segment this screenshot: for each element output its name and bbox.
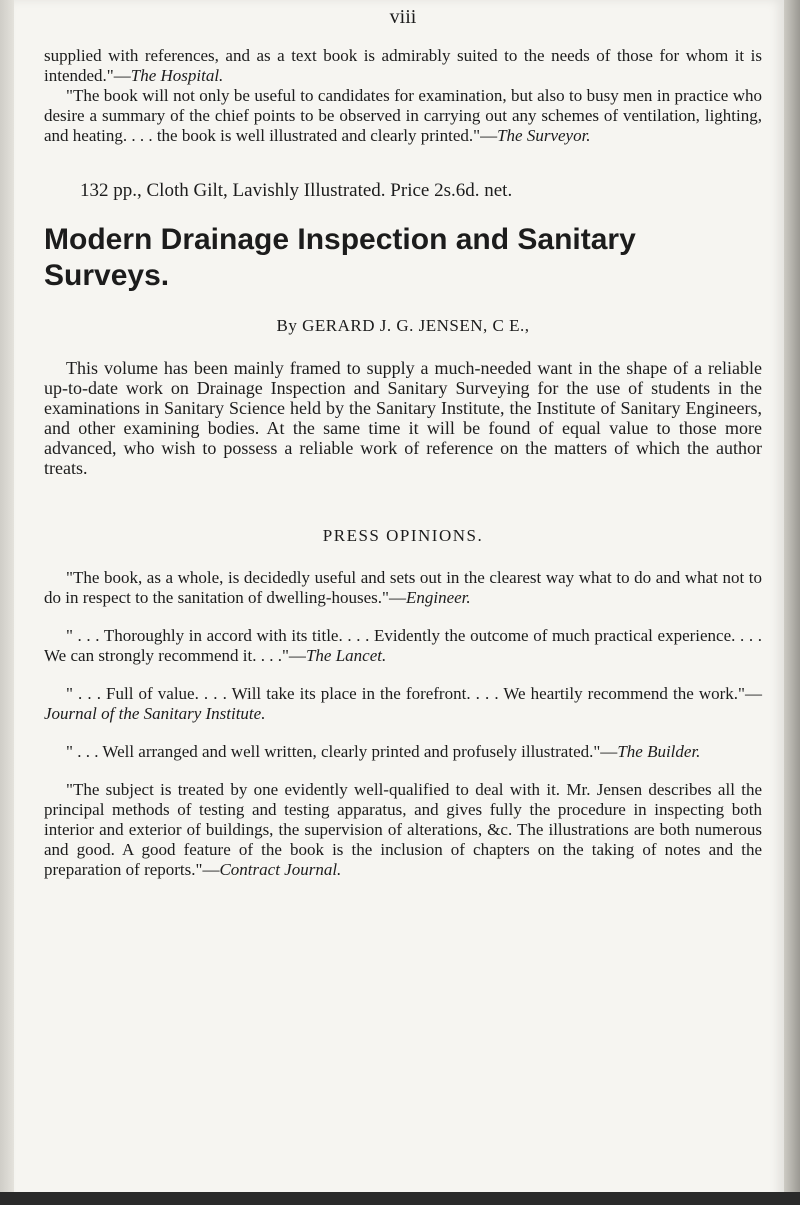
opinion-source: Journal of the Sanitary Institute. [44,704,266,723]
opinion-source: Engineer. [405,588,471,607]
opinion-text: "The book, as a whole, is decidedly useful and sets out in the clearest way what to do and what not to do in respect to the sanitation of dwelling-houses."— [44,568,762,607]
opinion-text: "The subject is treated by one evidently well-qualified to deal with it. Mr. Jensen describes all the principal methods of testing and testing apparatus, and gives fully the procedure in inspecting both interior and exterior of buildings, the supervision of alterations, &c. The illustrations are both numerous and good. A good feature of the book is the inclusion of chapters on the taking of notes and the preparation of reports."— [44,780,762,879]
book-meta: 132 pp., Cloth Gilt, Lavishly Illustrated. Price 2s.6d. net. [80,180,513,201]
press-opinion [44,780,762,880]
top-review [44,46,762,86]
top-review-source: The Hospital. [130,66,224,85]
top-review-2 [44,86,762,146]
page-right-edge [784,0,800,1205]
top-review-2-text: "The book will not only be useful to candidates for examination, but also to busy men in practice who desire a summary of the chief points to be observed in carrying out any schemes of ventilation, lighting, and heating. . . . the book is well illustrated and clearly printed."— [44,86,762,145]
press-opinion [44,684,762,724]
top-review-2-source: The Surveyor. [497,126,591,145]
opinion-source: The Lancet. [305,646,387,665]
book-title: Modern Drainage Inspection and Sanitary Surveys. [44,223,636,292]
opinion-text: " . . . Thoroughly in accord with its title. . . . Evidently the outcome of much practical experience. . . . We can strongly recommend it. . . ."— [44,626,762,665]
opinion-text: " . . . Well arranged and well written, clearly printed and profusely illustrated."— [66,742,618,761]
press-opinion [44,568,762,608]
opinion-source: The Builder. [617,742,701,761]
press-opinion [44,626,762,666]
page-content [44,0,762,880]
opinion-source: Contract Journal. [219,860,342,879]
book-author: By GERARD J. G. JENSEN, C E., [276,316,530,335]
press-opinion [44,742,762,762]
press-opinions-heading: PRESS OPINIONS. [322,526,484,545]
page-bottom-edge [0,1192,800,1205]
page-left-edge [0,0,14,1205]
opinion-text: " . . . Full of value. . . . Will take its place in the forefront. . . . We heartily recommend the work."— [66,684,762,703]
page-number: viii [389,6,417,28]
book-description: This volume has been mainly framed to supply a much-needed want in the shape of a reliable up-to-date work on Drainage Inspection and Sanitary Surveying for the use of students in the examinations in Sanitary Science held by the Sanitary Institute, the Institute of Sanitary Engineers, and other examining bodies. At the same time it will be found of equal value to those more advanced, who wish to possess a reliable work of reference on the matters of which the author treats. [44,358,762,478]
top-review-text: supplied with references, and as a text book is admirably suited to the needs of those for whom it is intended."— [44,46,762,85]
